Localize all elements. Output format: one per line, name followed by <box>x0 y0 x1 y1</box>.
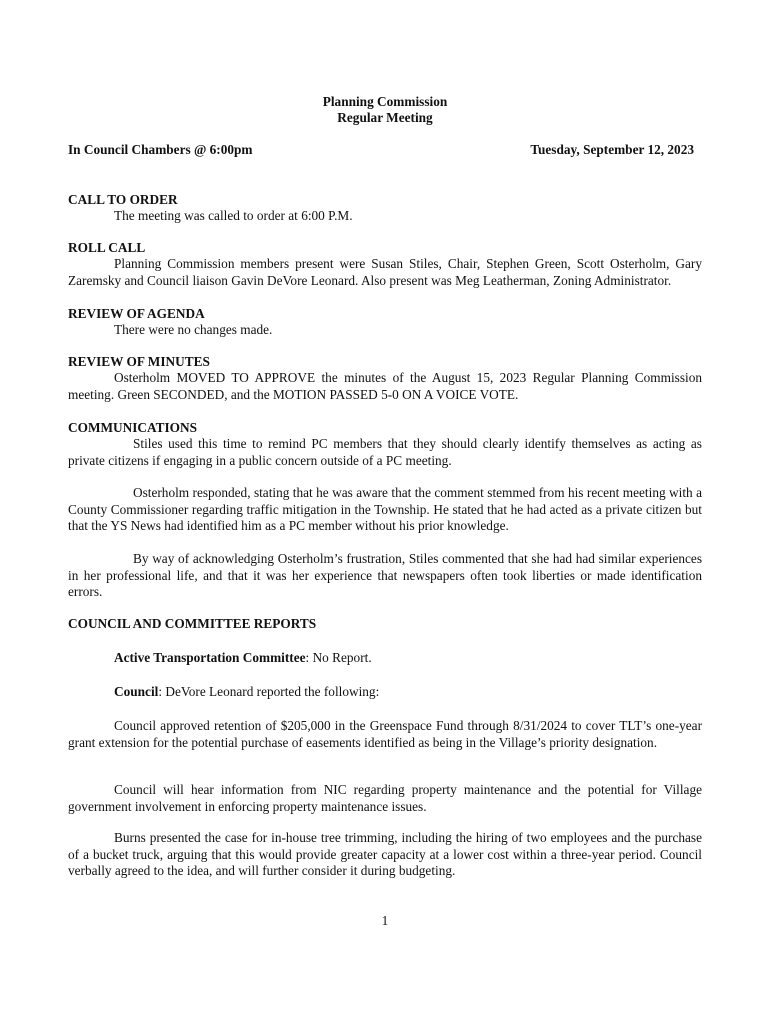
meeting-date: Tuesday, September 12, 2023 <box>530 142 694 157</box>
communications-paragraph-1: Stiles used this time to remind PC members that they should clearly identify themselves as acting as private citizens if engaging in a public concern outside of a PC meeting. <box>68 436 702 468</box>
communications-paragraph-2: Osterholm responded, stating that he was aware that the comment stemmed from his recent meeting with a County Commissioner regarding traffic mitigation in the Township. He stated that he had acted as a private citizen but that the YS News had identified him as a PC member without his prior knowledge. <box>68 485 702 534</box>
meeting-location: In Council Chambers @ 6:00pm <box>68 142 253 157</box>
roll-call-text: Planning Commission members present were Susan Stiles, Chair, Stephen Green, Scott Osterholm, Gary Zaremsky and Council liaison Gavin DeVore Leonard. Also present was Meg Leatherman, Zoning Administrator. <box>68 256 702 288</box>
council-paragraph-2: Council will hear information from NIC regarding property maintenance and the potential for Village government involvement in enforcing property maintenance issues. <box>68 782 702 814</box>
page-number: 1 <box>381 913 389 928</box>
review-agenda-text: There were no changes made. <box>114 322 273 337</box>
roll-call-heading: ROLL CALL <box>68 240 146 255</box>
page-title: Planning Commission <box>322 94 448 109</box>
council-label: Council <box>114 684 159 699</box>
atc-text: : No Report. <box>305 650 372 665</box>
council-paragraph-3: Burns presented the case for in-house tree trimming, including the hiring of two employees and the purchase of a bucket truck, arguing that this would provide greater capacity at a lower cost within a three-year period. Council verbally agreed to the idea, and will further consider it during budgeting. <box>68 830 702 879</box>
communications-heading: COMMUNICATIONS <box>68 420 198 435</box>
call-to-order-text: The meeting was called to order at 6:00 P.M. <box>114 208 353 223</box>
atc-label: Active Transportation Committee <box>114 650 306 665</box>
page-subtitle: Regular Meeting <box>337 110 433 125</box>
review-agenda-heading: REVIEW OF AGENDA <box>68 306 205 321</box>
council-text: : DeVore Leonard reported the following: <box>158 684 380 699</box>
council-paragraph-1: Council approved retention of $205,000 in the Greenspace Fund through 8/31/2024 to cover TLT’s one-year grant extension for the potential purchase of easements identified as being in the Village’s priority designation. <box>68 718 702 750</box>
atc-report <box>114 650 372 667</box>
council-report <box>114 684 379 701</box>
call-to-order-heading: CALL TO ORDER <box>68 192 178 207</box>
council-reports-heading: COUNCIL AND COMMITTEE REPORTS <box>68 616 317 631</box>
review-minutes-text: Osterholm MOVED TO APPROVE the minutes of the August 15, 2023 Regular Planning Commission meeting. Green SECONDED, and the MOTION PASSED 5-0 ON A VOICE VOTE. <box>68 370 702 402</box>
communications-paragraph-3: By way of acknowledging Osterholm’s frustration, Stiles commented that she had had similar experiences in her professional life, and that it was her experience that newspapers often took liberties or made identification errors. <box>68 551 702 600</box>
review-minutes-heading: REVIEW OF MINUTES <box>68 354 210 369</box>
